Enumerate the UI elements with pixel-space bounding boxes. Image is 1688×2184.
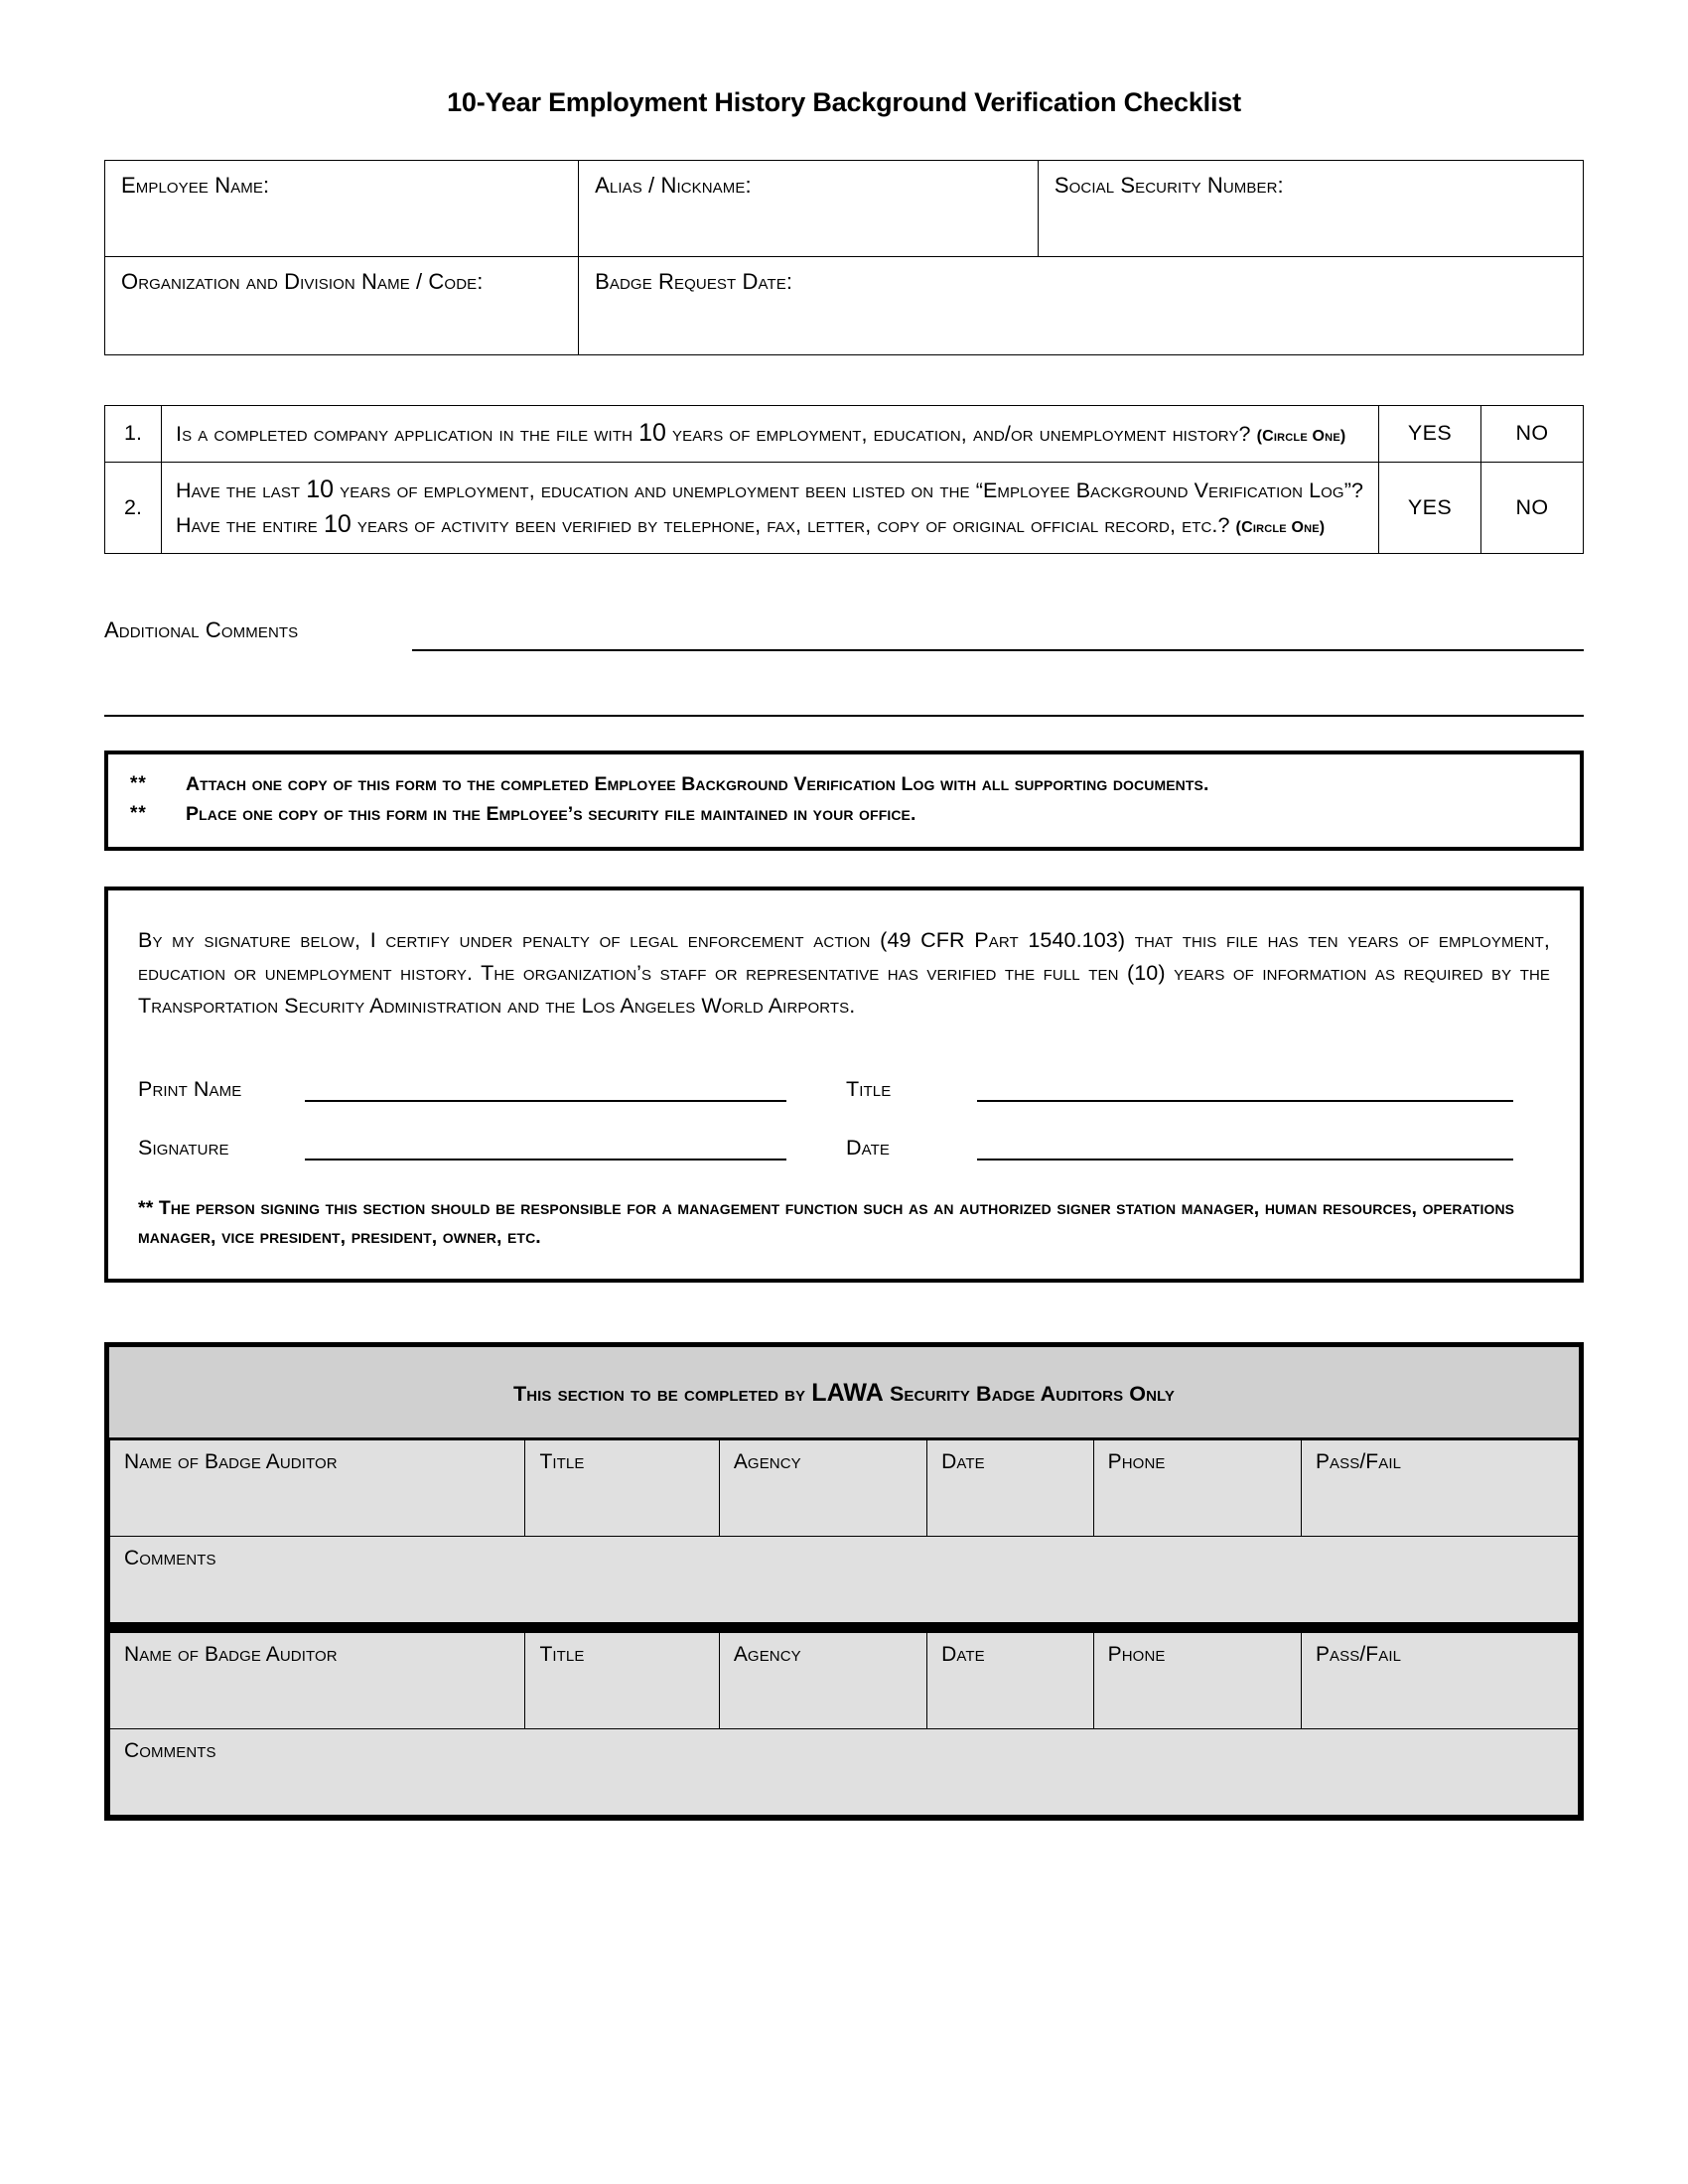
lawa-title-prefix: This section to be completed by xyxy=(512,1381,812,1406)
table-row xyxy=(110,1536,1579,1622)
signature-label: Signature xyxy=(138,1136,229,1160)
certification-box xyxy=(104,887,1584,1283)
verification-questions-table xyxy=(104,405,1584,554)
question-2-text-part1: Have the last xyxy=(176,478,307,502)
auditor-block-1 xyxy=(109,1439,1579,1623)
question-1-text-part1: Is a completed company application in the file with xyxy=(176,422,639,446)
auditor-2-date-field[interactable]: Date xyxy=(927,1632,1094,1728)
question-2-no-option[interactable]: NO xyxy=(1481,462,1584,553)
additional-comments-line-2[interactable] xyxy=(104,715,1584,717)
lawa-acronym: LAWA xyxy=(811,1378,884,1407)
question-2-text-part2: years of employment, education and unemployment been listed on the “Employee Background Verification Log”? Have the entire xyxy=(176,478,1364,537)
title-input[interactable] xyxy=(977,1080,1513,1102)
auditor-1-date-field[interactable]: Date xyxy=(927,1439,1094,1536)
auditor-2-name-field[interactable]: Name of Badge Auditor xyxy=(110,1632,525,1728)
attach-instruction-text-2: Place one copy of this form in the Employee’s security file maintained in your office. xyxy=(186,803,916,826)
employee-identification-table xyxy=(104,160,1584,355)
question-1-yes-option[interactable]: YES xyxy=(1379,406,1481,463)
table-row xyxy=(110,1439,1579,1536)
question-1-text-part2: years of employment, education, and/or unemployment history? xyxy=(665,422,1251,446)
certification-paragraph: By my signature below, I certify under penalty of legal enforcement action (49 CFR Part 1540.103) that this file has ten years of employment, education or unemployment history. The organization’s staff or representative has verified the full ten (10) years of information as required by the Transportation Security Administration and the Los Angeles World Airports. xyxy=(138,928,1550,1018)
signature-row-signature xyxy=(138,1136,1550,1160)
question-2-text xyxy=(162,462,1379,553)
table-row xyxy=(110,1728,1579,1815)
table-row xyxy=(105,257,1584,355)
auditor-1-phone-field[interactable]: Phone xyxy=(1093,1439,1301,1536)
lawa-section-title xyxy=(109,1347,1579,1439)
signature-grid xyxy=(138,1077,1550,1160)
lawa-auditor-section xyxy=(104,1342,1584,1821)
additional-comments-line-1[interactable] xyxy=(412,649,1584,651)
attach-instruction-item-1 xyxy=(130,770,1558,799)
auditor-1-comments-field[interactable]: Comments xyxy=(110,1536,1579,1622)
auditor-block-2 xyxy=(109,1632,1579,1816)
print-name-input[interactable] xyxy=(305,1080,786,1102)
date-label: Date xyxy=(846,1136,890,1160)
question-1-circle-one-note: (Circle One) xyxy=(1256,428,1346,445)
asterisk-marker-1: ** xyxy=(130,772,147,794)
auditor-1-pass-fail-field[interactable]: Pass/Fail xyxy=(1301,1439,1578,1536)
question-2-text-part3: years of activity been verified by telephone, fax, letter, copy of original official record, etc.? xyxy=(351,513,1230,537)
auditor-2-title-field[interactable]: Title xyxy=(525,1632,719,1728)
signature-input[interactable] xyxy=(305,1139,786,1160)
title-label: Title xyxy=(846,1077,892,1102)
question-2-number: 2. xyxy=(105,462,162,553)
date-input[interactable] xyxy=(977,1139,1513,1160)
field-social-security-number[interactable]: Social Security Number: xyxy=(1038,161,1583,257)
attach-instructions-box xyxy=(104,751,1584,852)
lawa-title-suffix: Security Badge Auditors Only xyxy=(883,1381,1176,1406)
question-2-ten: 10 xyxy=(306,475,335,503)
auditor-2-phone-field[interactable]: Phone xyxy=(1093,1632,1301,1728)
table-row xyxy=(105,462,1584,553)
auditor-1-agency-field[interactable]: Agency xyxy=(719,1439,926,1536)
signature-row-print-name xyxy=(138,1077,1550,1102)
field-badge-request-date[interactable]: Badge Request Date: xyxy=(579,257,1584,355)
auditor-2-pass-fail-field[interactable]: Pass/Fail xyxy=(1301,1632,1578,1728)
auditor-block-separator xyxy=(109,1623,1579,1632)
question-2-yes-option[interactable]: YES xyxy=(1379,462,1481,553)
question-1-no-option[interactable]: NO xyxy=(1481,406,1584,463)
additional-comments-section xyxy=(104,617,1584,717)
auditor-2-agency-field[interactable]: Agency xyxy=(719,1632,926,1728)
question-2-ten-2: 10 xyxy=(323,510,352,538)
attach-instruction-item-2 xyxy=(130,800,1558,829)
question-1-number: 1. xyxy=(105,406,162,463)
field-organization-division[interactable]: Organization and Division Name / Code: xyxy=(105,257,579,355)
print-name-label: Print Name xyxy=(138,1077,242,1102)
auditor-1-name-field[interactable]: Name of Badge Auditor xyxy=(110,1439,525,1536)
additional-comments-label: Additional Comments xyxy=(104,616,299,642)
certification-footnote: ** The person signing this section should be responsible for a management function such as an authorized signer station manager, human resources, operations manager, vice president, president, owner, etc. xyxy=(138,1197,1515,1249)
asterisk-marker-2: ** xyxy=(130,803,147,825)
table-row xyxy=(105,406,1584,463)
field-employee-name[interactable]: Employee Name: xyxy=(105,161,579,257)
question-1-text xyxy=(162,406,1379,463)
question-2-circle-one-note: (Circle One) xyxy=(1235,519,1326,536)
question-1-ten: 10 xyxy=(638,419,666,447)
page-title: 10-Year Employment History Background Verification Checklist xyxy=(447,87,1241,117)
table-row xyxy=(105,161,1584,257)
auditor-1-title-field[interactable]: Title xyxy=(525,1439,719,1536)
attach-instruction-text-1: Attach one copy of this form to the completed Employee Background Verification Log with all supporting documents. xyxy=(186,772,1209,795)
auditor-2-comments-field[interactable]: Comments xyxy=(110,1728,1579,1815)
field-alias-nickname[interactable]: Alias / Nickname: xyxy=(579,161,1039,257)
table-row xyxy=(110,1632,1579,1728)
